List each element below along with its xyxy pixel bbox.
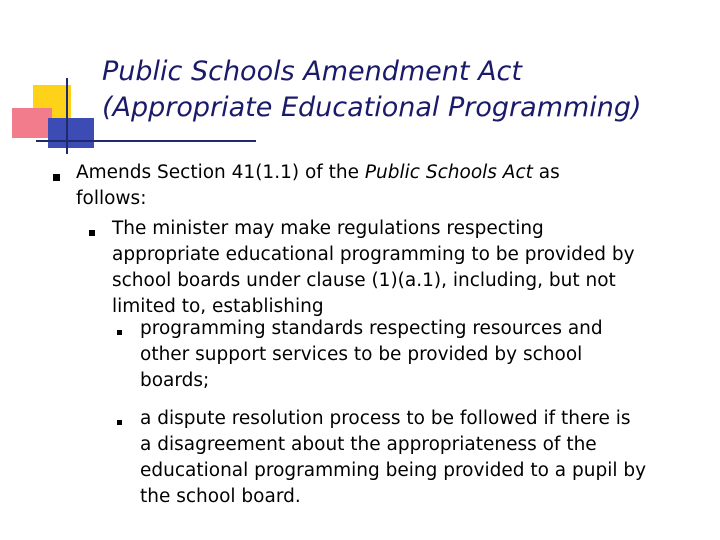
text-line: a dispute resolution process to be followed if there is xyxy=(140,408,631,429)
bullet-level1-text xyxy=(76,160,560,212)
slide-title xyxy=(102,54,702,126)
decorative-vertical-line xyxy=(66,78,68,154)
bullet-square-icon xyxy=(89,230,95,236)
slide-title-line-1: Public Schools Amendment Act xyxy=(102,56,522,87)
bullet-square-icon xyxy=(117,330,122,335)
decorative-blue-square xyxy=(48,118,94,148)
bullet-level3-text-dispute xyxy=(140,406,646,510)
bullet-level1-line-1 xyxy=(76,160,560,186)
text-line: The minister may make regulations respecting xyxy=(112,218,544,239)
bullet-level1-line-2: follows: xyxy=(76,188,147,209)
bullet-square-icon xyxy=(53,174,60,181)
text-line: appropriate educational programming to be provided by xyxy=(112,244,635,265)
bullet-level3-text-standards xyxy=(140,316,603,394)
text-line: educational programming being provided to a pupil by xyxy=(140,460,647,481)
text-line: programming standards respecting resources and xyxy=(140,318,603,339)
text-line: the school board. xyxy=(140,486,301,507)
slide-title-line-2: (Appropriate Educational Programming) xyxy=(102,92,642,123)
text-line: limited to, establishing xyxy=(112,296,324,317)
act-name: Public Schools Act xyxy=(364,162,533,183)
bullet-level1-post: as xyxy=(532,162,560,183)
bullet-square-icon xyxy=(117,420,122,425)
text-line: boards; xyxy=(140,370,210,391)
text-line: school boards under clause (1)(a.1), including, but not xyxy=(112,270,616,291)
bullet-level1-pre: Amends Section 41(1.1) of the xyxy=(76,162,365,183)
decorative-red-square xyxy=(12,108,52,138)
bullet-level2-text xyxy=(112,216,635,320)
text-line: other support services to be provided by school xyxy=(140,344,583,365)
text-line: a disagreement about the appropriateness of the xyxy=(140,434,597,455)
decorative-horizontal-line xyxy=(36,140,256,142)
